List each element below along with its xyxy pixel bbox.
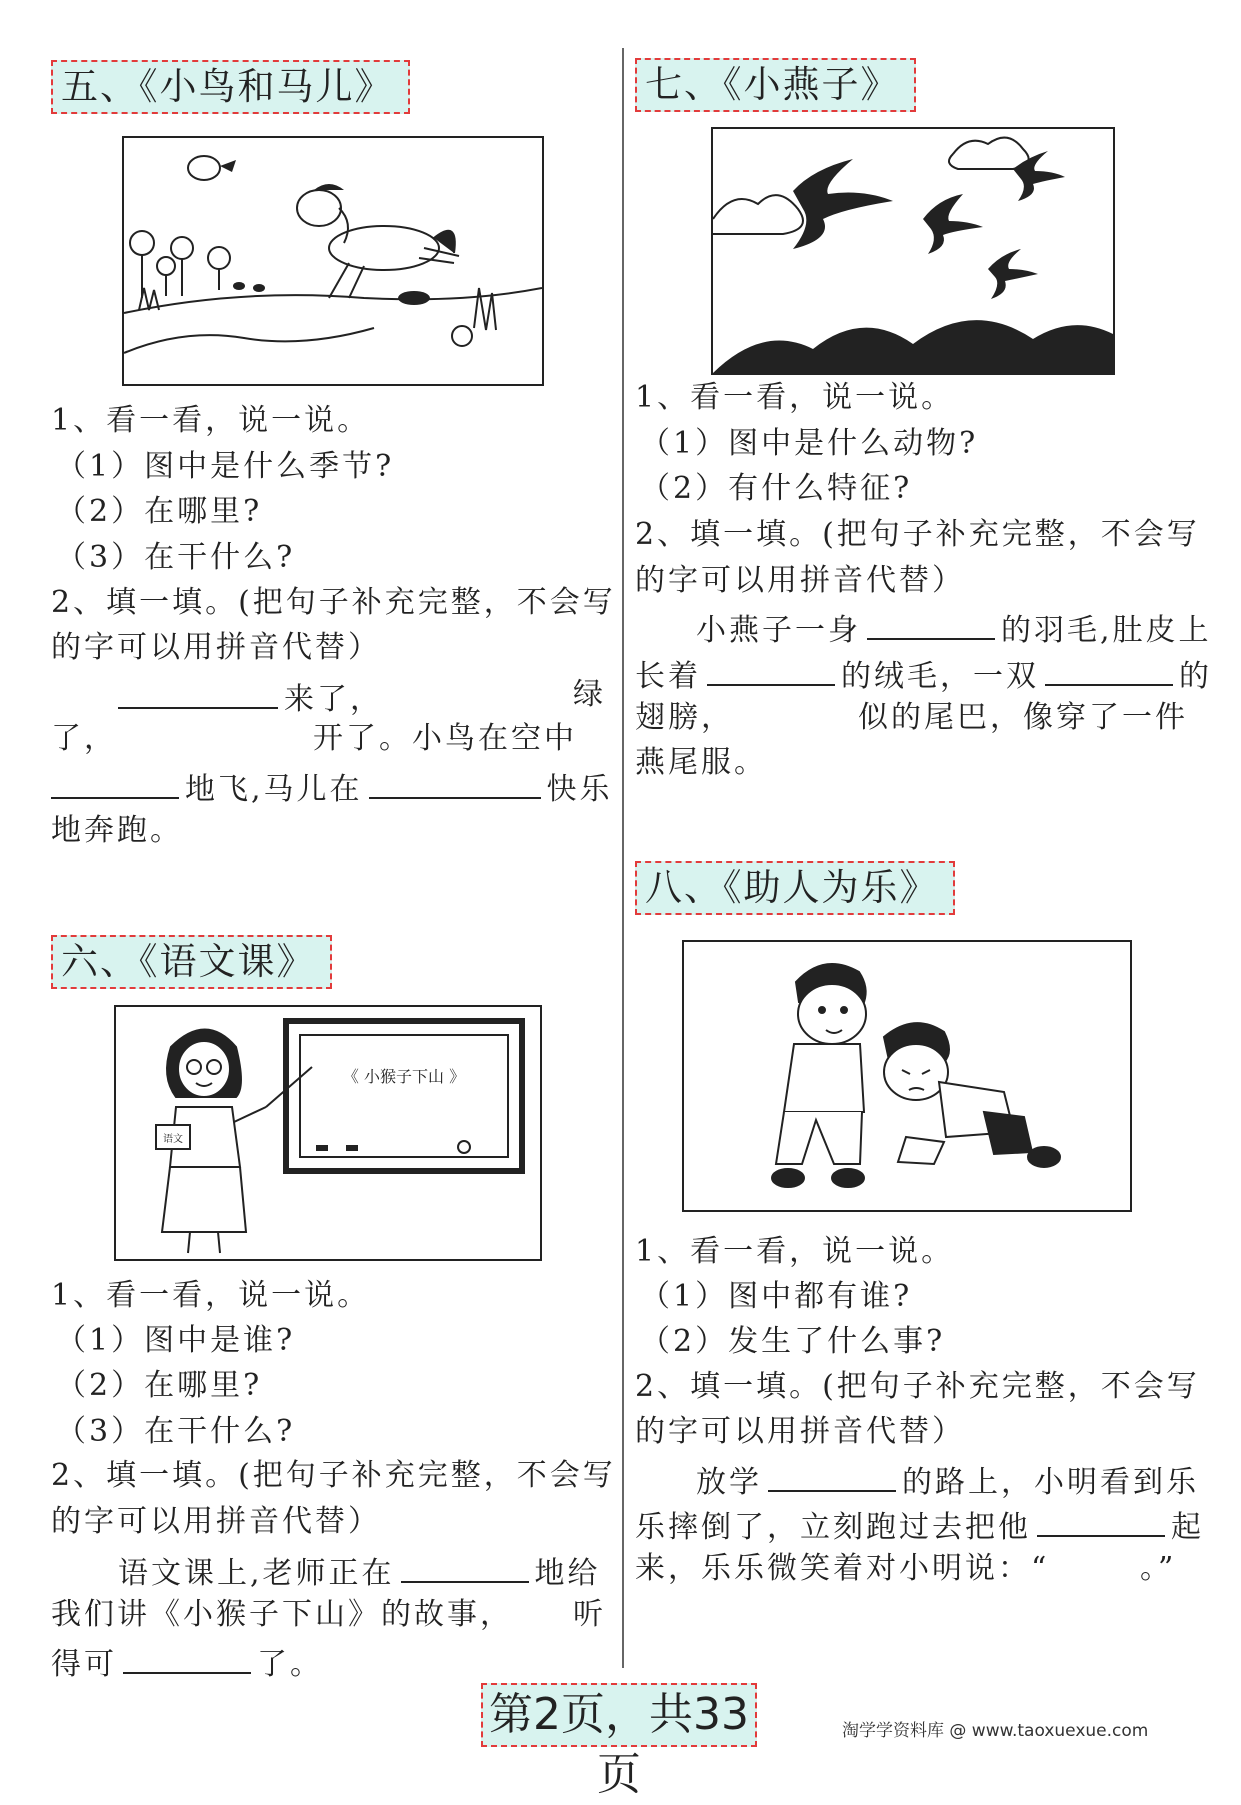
fill-text: 起 xyxy=(1171,1510,1204,1545)
fill-blank[interactable] xyxy=(707,654,835,686)
fill-text: 乐摔倒了，立刻跑过去把他 xyxy=(635,1510,1031,1545)
fill-text: 语文课上,老师正在 xyxy=(118,1556,395,1591)
fill-text: 的 xyxy=(1179,659,1212,694)
sec5-sub-question-3: （3）在干什么? xyxy=(56,540,296,575)
fill-text: 了。 xyxy=(257,1647,323,1682)
children-drawing xyxy=(684,942,1130,1210)
sec6-question-2-cont: 的字可以用拼音代替） xyxy=(51,1504,381,1539)
fill-text: 来了， xyxy=(284,682,383,717)
fill-text: 小燕子一身 xyxy=(696,613,861,648)
sec5-question-1: 1、看一看，说一说。 xyxy=(51,403,371,438)
fill-text: 的羽毛,肚皮上 xyxy=(1001,613,1212,648)
teacher-drawing xyxy=(116,1007,540,1259)
fill-blank[interactable] xyxy=(768,1460,896,1492)
sec6-fill-line-2: 我们讲《小猴子下山》的故事， xyxy=(51,1597,513,1632)
fill-text: 长着 xyxy=(635,659,701,694)
fill-blank[interactable] xyxy=(1037,1505,1165,1537)
board-title: 《 小猴子下山 》 xyxy=(342,1067,466,1086)
chinese-class-illustration xyxy=(114,1005,542,1261)
sec8-sub-question-2: （2）发生了什么事? xyxy=(640,1324,946,1359)
section-title-6: 六、《语文课》 xyxy=(51,935,332,989)
sec5-sub-question-1: （1）图中是什么季节? xyxy=(56,449,395,484)
sec6-question-1: 1、看一看，说一说。 xyxy=(51,1278,371,1313)
sec7-fill-line-2 xyxy=(635,654,1212,695)
sec8-fill-line-2 xyxy=(635,1505,1204,1546)
swallows-drawing xyxy=(713,129,1113,373)
sec7-sub-question-2: （2）有什么特征? xyxy=(640,471,913,506)
sec6-sub-question-2: （2）在哪里? xyxy=(56,1368,263,1403)
sec8-question-2: 2、填一填。(把句子补充完整，不会写 xyxy=(635,1369,1200,1404)
section-title-7: 七、《小燕子》 xyxy=(635,58,916,112)
site-watermark: 淘学学资料库 @ www.taoxuexue.com xyxy=(842,1721,1149,1741)
bird-and-horse-drawing xyxy=(124,138,542,384)
sec6-question-2: 2、填一填。(把句子补充完整，不会写 xyxy=(51,1458,616,1493)
sec5-fill-line-1 xyxy=(118,677,383,718)
fill-blank[interactable] xyxy=(369,767,541,799)
fill-blank[interactable] xyxy=(1045,654,1173,686)
sec8-fill-quote-end: 。” xyxy=(1140,1551,1177,1586)
sec6-sub-question-1: （1）图中是谁? xyxy=(56,1323,296,1358)
sec7-question-2: 2、填一填。(把句子补充完整，不会写 xyxy=(635,517,1200,552)
fill-text: 快乐 xyxy=(546,772,613,807)
sec5-fill-line-3 xyxy=(51,767,613,808)
sec6-fill-line-3 xyxy=(51,1642,323,1683)
sec7-fill-chibang: 翅膀， xyxy=(635,700,734,735)
fill-text: 得可 xyxy=(51,1647,117,1682)
fill-text: 地飞,马儿在 xyxy=(185,772,363,807)
fill-text: 的路上，小明看到乐 xyxy=(902,1465,1199,1500)
fill-blank[interactable] xyxy=(118,677,278,709)
fill-text: 放学 xyxy=(696,1465,762,1500)
column-divider xyxy=(622,48,624,1668)
sec7-fill-weiba: 似的尾巴，像穿了一件 xyxy=(858,700,1188,735)
swallows-illustration xyxy=(711,127,1115,375)
fill-blank[interactable] xyxy=(51,767,179,799)
sec8-question-2-cont: 的字可以用拼音代替） xyxy=(635,1414,965,1449)
sec5-fill-le: 了， xyxy=(51,721,117,756)
helping-others-illustration xyxy=(682,940,1132,1212)
sec8-question-1: 1、看一看，说一说。 xyxy=(635,1234,955,1269)
sec6-fill-word-ting: 听 xyxy=(573,1597,606,1632)
section-title-5: 五、《小鸟和马儿》 xyxy=(51,60,410,114)
sec8-fill-line-3: 来，乐乐微笑着对小明说：“ xyxy=(635,1551,1050,1586)
sec5-question-2: 2、填一填。(把句子补充完整，不会写 xyxy=(51,585,616,620)
sec8-sub-question-1: （1）图中都有谁? xyxy=(640,1279,913,1314)
sec8-fill-line-1 xyxy=(696,1460,1199,1501)
fill-blank[interactable] xyxy=(401,1551,529,1583)
fill-text: 的绒毛，一双 xyxy=(841,659,1039,694)
sec7-question-1: 1、看一看，说一说。 xyxy=(635,380,955,415)
sec5-sub-question-2: （2）在哪里? xyxy=(56,494,263,529)
sec6-fill-line-1 xyxy=(118,1551,601,1592)
sec7-sub-question-1: （1）图中是什么动物? xyxy=(640,426,979,461)
sec5-fill-kaile: 开了。小鸟在空中 xyxy=(313,721,577,756)
book-label: 语文 xyxy=(163,1134,183,1145)
page-number: 第2页，共33页 xyxy=(481,1683,757,1747)
sec7-question-2-cont: 的字可以用拼音代替） xyxy=(635,563,965,598)
fill-text: 地给 xyxy=(534,1556,601,1591)
sec5-fill-end: 地奔跑。 xyxy=(51,813,183,848)
bird-and-horse-illustration xyxy=(122,136,544,386)
section-title-8: 八、《助人为乐》 xyxy=(635,861,955,915)
fill-blank[interactable] xyxy=(867,608,995,640)
fill-blank[interactable] xyxy=(123,1642,251,1674)
sec7-fill-line-1 xyxy=(696,608,1212,649)
sec5-fill-word-lv: 绿 xyxy=(573,677,606,712)
sec7-fill-end: 燕尾服。 xyxy=(635,745,767,780)
sec5-question-2-cont: 的字可以用拼音代替） xyxy=(51,630,381,665)
sec6-sub-question-3: （3）在干什么? xyxy=(56,1414,296,1449)
